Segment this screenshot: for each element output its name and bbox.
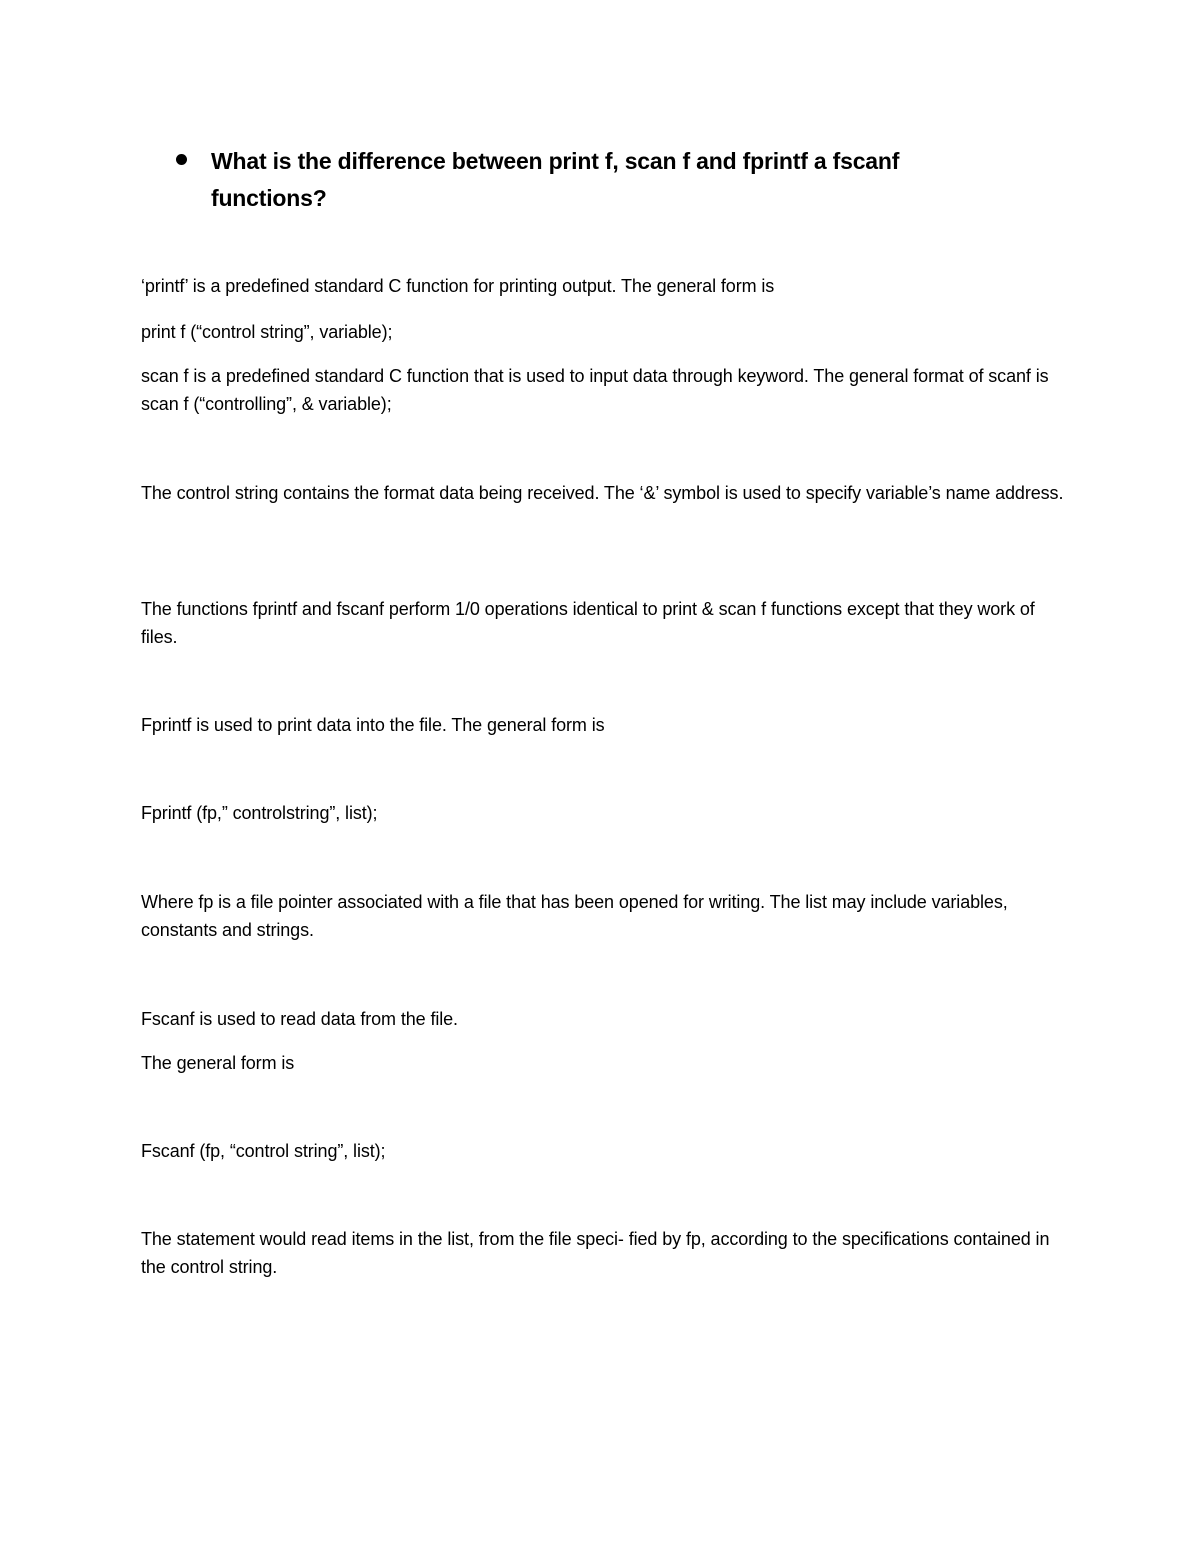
paragraph-control-string: The control string contains the format data being received. The ‘&’ symbol is used to specify variable’s name address. [141,483,1064,503]
paragraph-fprintf-fscanf: The functions fprintf and fscanf perform 1/0 operations identical to print & scan f functions except that they work of files. [141,599,1035,647]
paragraph-general-form: The general form is [141,1053,295,1073]
paragraph-statement-explanation: The statement would read items in the list, from the file speci- fied by fp, according to the specifications contained in the control string. [141,1229,1050,1277]
heading-text: What is the difference between print f, scan f and fprintf a fscanf functions? [211,148,900,211]
paragraph-fscanf-syntax: Fscanf (fp, “control string”, list); [141,1141,386,1161]
paragraph-fscanf-definition: Fscanf is used to read data from the file. [141,1009,458,1029]
paragraph-fprintf-definition: Fprintf is used to print data into the file. The general form is [141,715,605,735]
bullet-icon [176,154,187,165]
question-heading [172,143,992,217]
paragraph-scanf-definition: scan f is a predefined standard C function that is used to input data through keyword. The general format of scanf is scan f (“controlling”, & variable); [141,366,1049,414]
paragraph-printf-syntax: print f (“control string”, variable); [141,322,393,342]
paragraph-printf-definition: ‘printf’ is a predefined standard C function for printing output. The general form is [141,276,775,296]
paragraph-fp-explanation: Where fp is a file pointer associated with a file that has been opened for writing. The list may include variables, constants and strings. [141,892,1008,940]
paragraph-fprintf-syntax: Fprintf (fp,” controlstring”, list); [141,803,378,823]
